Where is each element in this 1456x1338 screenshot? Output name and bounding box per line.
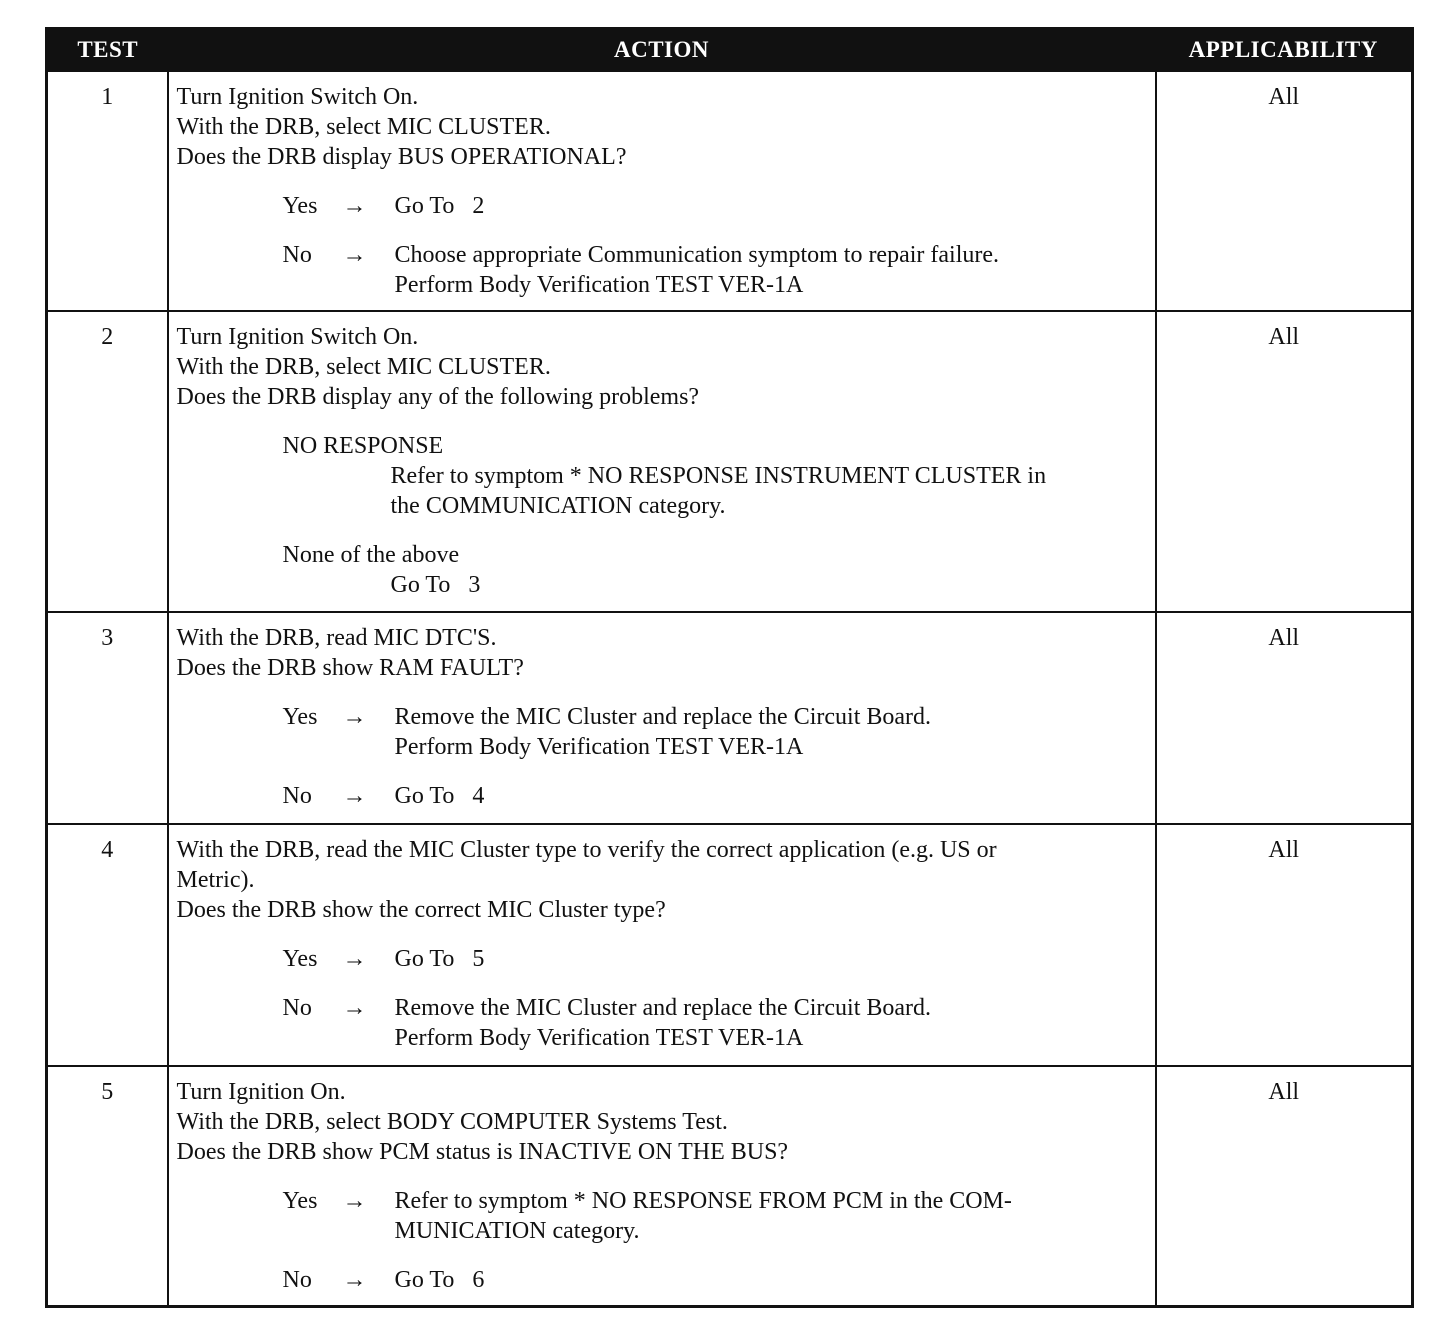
action-step: Metric). <box>176 867 255 893</box>
applicability-cell: All <box>1156 824 1413 1066</box>
table-row <box>47 612 1413 824</box>
option-no <box>283 781 1147 811</box>
option-yes <box>283 191 1147 221</box>
answer-result <box>395 1186 1147 1246</box>
answer-result <box>391 461 1147 521</box>
result-line: Go To 6 <box>394 1267 485 1293</box>
action-cell <box>168 612 1156 824</box>
result-line: Go To 4 <box>394 783 485 809</box>
result-line: MUNICATION category. <box>394 1218 640 1244</box>
result-line: Remove the MIC Cluster and replace the Circuit Board. <box>394 704 932 730</box>
result-line: Go To 3 <box>390 572 481 598</box>
result-line: Perform Body Verification TEST VER-1A <box>394 734 804 760</box>
table-row <box>47 824 1413 1066</box>
header-action: ACTION <box>168 29 1156 72</box>
result-line: Go To 5 <box>394 946 485 972</box>
answer-label: Yes <box>282 193 318 219</box>
option-no <box>283 993 1147 1053</box>
answer-result <box>391 570 1147 600</box>
option-yes <box>283 702 1147 762</box>
option-no <box>283 240 1147 300</box>
action-step: Turn Ignition Switch On. <box>176 84 419 110</box>
answer-label: NO RESPONSE <box>282 433 444 459</box>
answer-result <box>395 944 1147 974</box>
answer-result <box>395 993 1147 1053</box>
result-line: Remove the MIC Cluster and replace the Circuit Board. <box>394 995 932 1021</box>
action-cell <box>168 1066 1156 1307</box>
answer-label: No <box>282 995 312 1021</box>
action-cell <box>168 71 1156 311</box>
action-step: Turn Ignition On. <box>176 1079 346 1105</box>
test-number: 5 <box>47 1066 168 1307</box>
result-line: Refer to symptom * NO RESPONSE FROM PCM in the COM- <box>394 1188 1012 1214</box>
option-no <box>283 1265 1147 1295</box>
result-line: Choose appropriate Communication symptom to repair failure. <box>394 242 1000 268</box>
arrow-icon: → <box>342 946 367 972</box>
table-row <box>47 1066 1413 1307</box>
answer-label: No <box>282 242 312 268</box>
arrow-icon: → <box>342 242 367 268</box>
action-question: Does the DRB display any of the following problems? <box>176 384 700 410</box>
answer-label: Yes <box>282 1188 318 1214</box>
table-header-row <box>47 29 1413 72</box>
test-number: 3 <box>47 612 168 824</box>
arrow-icon: → <box>342 1267 367 1293</box>
action-question: Does the DRB show PCM status is INACTIVE ON THE BUS? <box>176 1139 789 1165</box>
option-yes <box>283 944 1147 974</box>
answer-result <box>395 240 1147 300</box>
action-step: With the DRB, select MIC CLUSTER. <box>176 354 551 380</box>
option-yes <box>283 1186 1147 1246</box>
answer-label: None of the above <box>282 542 460 568</box>
option-none-of-the-above <box>283 540 1147 600</box>
arrow-icon: → <box>342 704 367 730</box>
answer-label: Yes <box>282 704 318 730</box>
test-number: 2 <box>47 311 168 612</box>
applicability-cell: All <box>1156 1066 1413 1307</box>
result-line: Perform Body Verification TEST VER-1A <box>394 1025 804 1051</box>
answer-label: Yes <box>282 946 318 972</box>
result-line: Refer to symptom * NO RESPONSE INSTRUMENT CLUSTER in <box>390 463 1047 489</box>
test-number: 1 <box>47 71 168 311</box>
header-test: TEST <box>47 29 168 72</box>
answer-result <box>395 781 1147 811</box>
test-number: 4 <box>47 824 168 1066</box>
applicability-cell: All <box>1156 311 1413 612</box>
action-question: Does the DRB show the correct MIC Cluster type? <box>176 897 666 923</box>
result-line: Perform Body Verification TEST VER-1A <box>394 272 804 298</box>
arrow-icon: → <box>342 1188 367 1214</box>
arrow-icon: → <box>342 193 367 219</box>
arrow-icon: → <box>342 995 367 1021</box>
action-step: With the DRB, read MIC DTC'S. <box>176 625 497 651</box>
table-row <box>47 311 1413 612</box>
action-cell <box>168 311 1156 612</box>
action-question: Does the DRB display BUS OPERATIONAL? <box>176 144 627 170</box>
answer-result <box>395 191 1147 221</box>
result-line: Go To 2 <box>394 193 485 219</box>
applicability-cell: All <box>1156 612 1413 824</box>
option-no-response <box>283 431 1147 521</box>
action-step: Turn Ignition Switch On. <box>176 324 419 350</box>
action-cell <box>168 824 1156 1066</box>
action-step: With the DRB, select MIC CLUSTER. <box>176 114 551 140</box>
answer-label: No <box>282 783 312 809</box>
arrow-icon: → <box>342 783 367 809</box>
answer-label: No <box>282 1267 312 1293</box>
table-row <box>47 71 1413 311</box>
answer-result <box>395 702 1147 762</box>
header-applicability: APPLICABILITY <box>1156 29 1413 72</box>
answer-result <box>395 1265 1147 1295</box>
applicability-cell: All <box>1156 71 1413 311</box>
action-step: With the DRB, read the MIC Cluster type to verify the correct application (e.g. US or <box>176 837 997 863</box>
action-step: With the DRB, select BODY COMPUTER Systems Test. <box>176 1109 728 1135</box>
action-question: Does the DRB show RAM FAULT? <box>176 655 524 681</box>
diagnostic-test-table <box>45 27 1414 1308</box>
result-line: the COMMUNICATION category. <box>390 493 726 519</box>
